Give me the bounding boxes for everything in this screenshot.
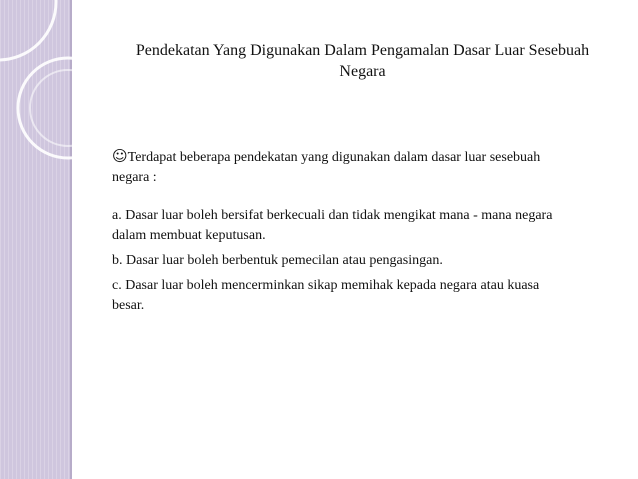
item-a-line-2: dalam membuat keputusan. [112, 228, 266, 243]
title-line-1: Pendekatan Yang Digunakan Dalam Pengamalan Dasar Luar Sesebuah [135, 42, 590, 59]
decor-circle-top [0, 0, 56, 60]
item-b-line: b. Dasar luar boleh berbentuk pemecilan atau pengasingan. [112, 253, 443, 268]
item-c-line-2: besar. [112, 298, 145, 313]
item-b-paragraph [112, 251, 622, 271]
decor-circle-inner [30, 70, 106, 146]
slide-body [112, 146, 622, 316]
intro-line-2: negara : [112, 170, 157, 185]
item-a-paragraph [112, 206, 622, 246]
item-a-line-1: a. Dasar luar boleh bersifat berkecuali dan tidak mengikat mana - mana negara [112, 208, 553, 223]
title-line-2: Negara [339, 63, 386, 80]
intro-paragraph [112, 146, 622, 188]
intro-line-1: Terdapat beberapa pendekatan yang digunakan dalam dasar luar sesebuah [127, 150, 541, 165]
slide-title [100, 40, 625, 82]
item-c-paragraph [112, 276, 622, 316]
smiley-bullet-icon: ☺ [112, 147, 128, 165]
item-c-line-1: c. Dasar luar boleh mencerminkan sikap memihak kepada negara atau kuasa [112, 278, 540, 293]
